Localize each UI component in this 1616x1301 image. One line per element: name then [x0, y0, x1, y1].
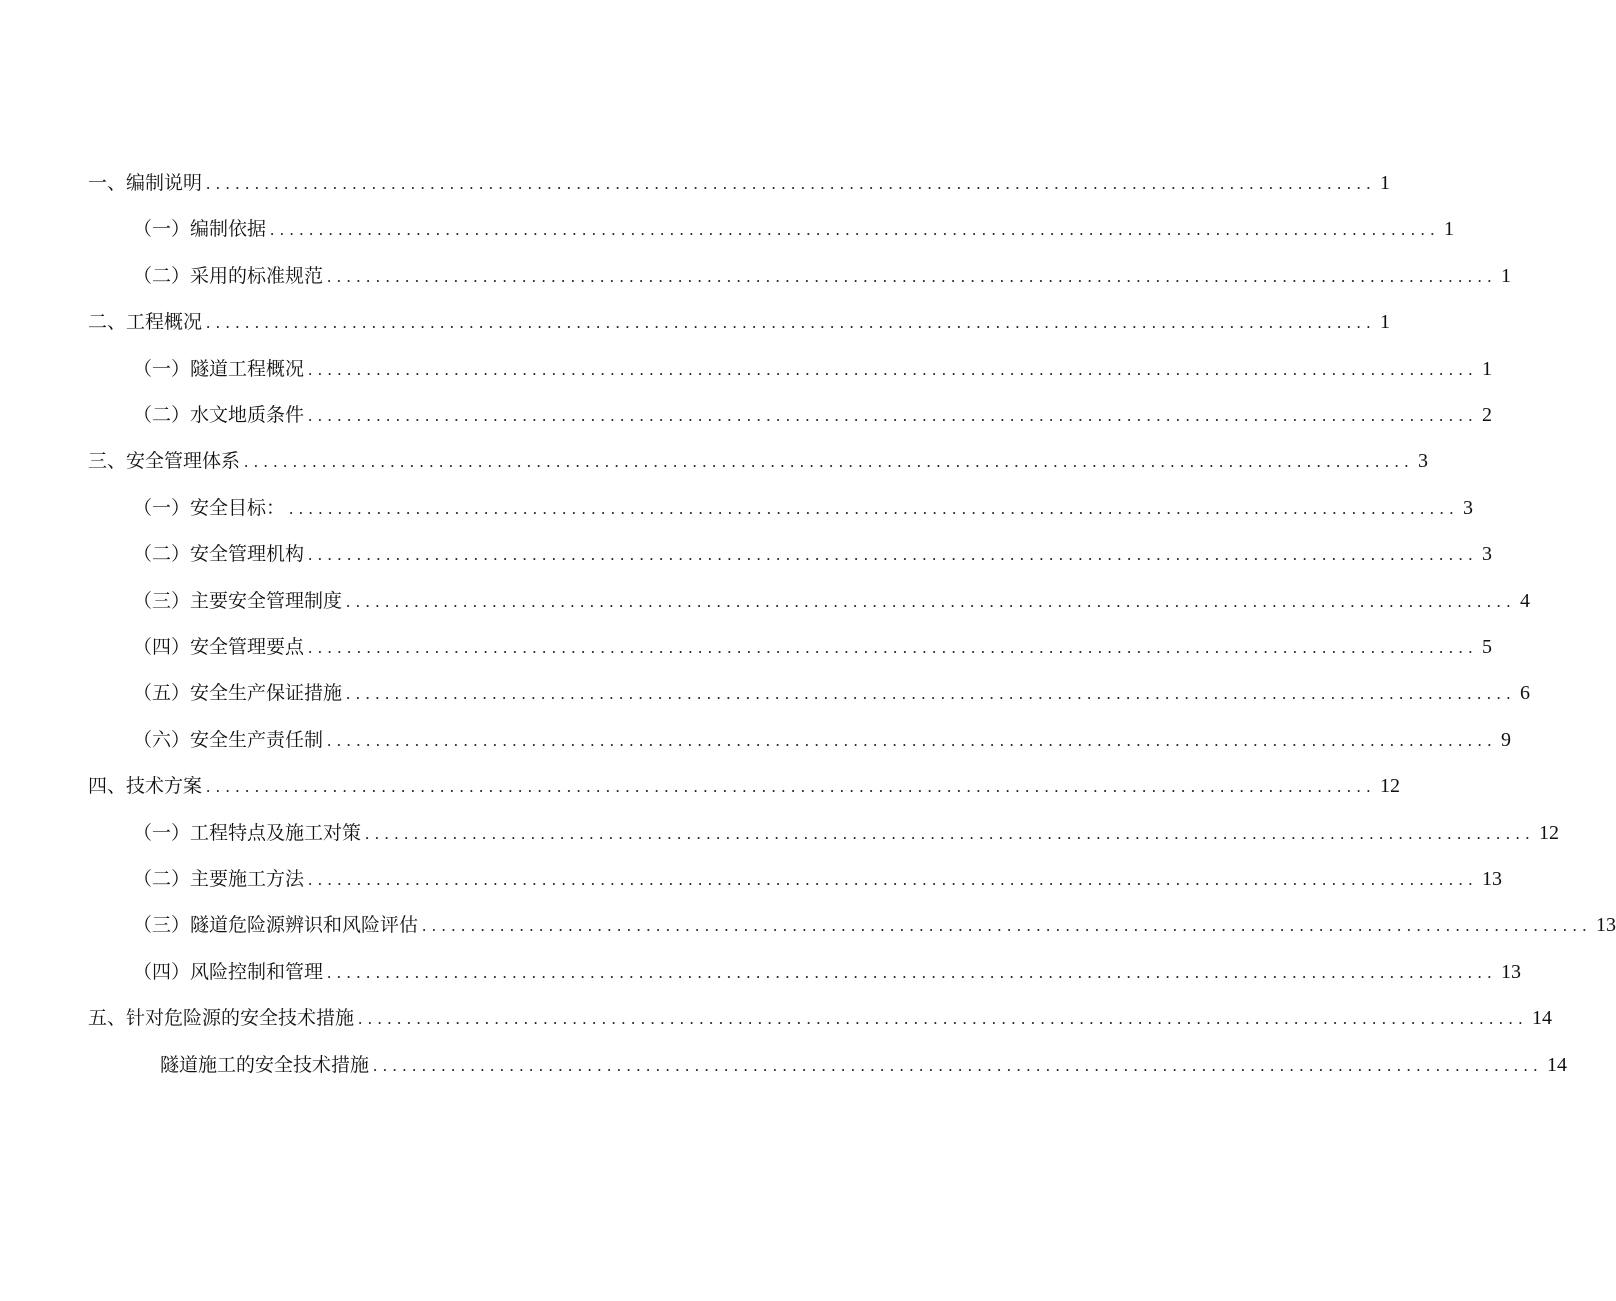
- toc-leader-dots: ........................................................................................................................: [365, 823, 1536, 843]
- toc-entry-title: （一）隧道工程概况: [133, 357, 305, 380]
- toc-leader-dots: ........................................................................................................................: [206, 174, 1377, 193]
- toc-entry[interactable]: [133, 864, 1503, 894]
- toc-entry-title: 三、安全管理体系: [88, 450, 241, 473]
- toc-entry[interactable]: [133, 214, 1455, 244]
- toc-entry-title: （三）隧道危险源辨识和风险评估: [133, 914, 419, 937]
- toc-entry[interactable]: [133, 261, 1512, 291]
- toc-entry-title: （二）主要施工方法: [133, 868, 305, 890]
- toc-entry[interactable]: [133, 539, 1493, 569]
- toc-entry-page: 13: [1482, 868, 1503, 890]
- toc-entry-title: （二）安全管理机构: [133, 543, 305, 566]
- toc-entry-page: 3: [1418, 450, 1429, 473]
- toc-entry[interactable]: [88, 307, 1391, 337]
- toc-entry[interactable]: [133, 725, 1512, 755]
- toc-entry-title: （二）采用的标准规范: [133, 264, 324, 287]
- toc-leader-dots: ........................................................................................................................: [327, 730, 1498, 750]
- toc-entry-title: （一）编制依据: [133, 218, 267, 241]
- toc-entry-title: 隧道施工的安全技术措施: [160, 1053, 370, 1076]
- toc-entry-title: （三）主要安全管理制度: [133, 589, 343, 612]
- toc-leader-dots: ........................................................................................................................: [327, 962, 1498, 982]
- toc-entry-page: 13: [1501, 960, 1522, 983]
- toc-leader-dots: ........................................................................................................................: [206, 313, 1377, 333]
- toc-entry[interactable]: [133, 632, 1493, 662]
- toc-entry[interactable]: [88, 446, 1429, 476]
- toc-entry-page: 6: [1520, 682, 1531, 705]
- toc-entry[interactable]: [133, 493, 1474, 523]
- toc-entry[interactable]: [133, 400, 1493, 430]
- toc-entry-title: （五）安全生产保证措施: [133, 682, 343, 705]
- toc-entry-title: （六）安全生产责任制: [133, 728, 324, 751]
- toc-leader-dots: ........................................................................................................................: [308, 359, 1479, 379]
- toc-leader-dots: ........................................................................................................................: [308, 638, 1479, 657]
- toc-leader-dots: ........................................................................................................................: [308, 870, 1479, 889]
- toc-entry-page: 4: [1520, 589, 1531, 612]
- toc-entry[interactable]: [133, 957, 1522, 987]
- toc-leader-dots: ........................................................................................................................: [346, 591, 1517, 611]
- toc-entry-title: （一）安全目标：: [133, 496, 286, 519]
- toc-leader-dots: ........................................................................................................................: [270, 220, 1441, 240]
- toc-entry-title: （四）风险控制和管理: [133, 960, 324, 983]
- toc-entry[interactable]: [160, 1050, 1568, 1080]
- toc-entry-title: 二、工程概况: [88, 311, 203, 334]
- toc-entry-title: 五、针对危险源的安全技术措施: [88, 1007, 355, 1030]
- toc-leader-dots: ........................................................................................................................: [289, 498, 1460, 518]
- toc-entry-title: 四、技术方案: [88, 775, 203, 798]
- toc-leader-dots: ........................................................................................................................: [358, 1009, 1529, 1029]
- toc-leader-dots: ........................................................................................................................: [346, 684, 1517, 704]
- toc-leader-dots: ........................................................................................................................: [308, 545, 1479, 565]
- toc-entry[interactable]: [88, 771, 1401, 801]
- toc-entry-page: 1: [1482, 357, 1493, 380]
- toc-entry-page: 14: [1547, 1053, 1568, 1076]
- toc-leader-dots: ........................................................................................................................: [308, 406, 1479, 425]
- toc-entry-page: 14: [1532, 1007, 1553, 1030]
- toc-leader-dots: ........................................................................................................................: [206, 777, 1377, 797]
- toc-entry-page: 5: [1482, 636, 1493, 658]
- toc-entry-page: 1: [1380, 311, 1391, 334]
- toc-entry-page: 12: [1380, 775, 1401, 798]
- toc-entry-title: （二）水文地质条件: [133, 404, 305, 426]
- toc-entry-title: 一、编制说明: [88, 172, 203, 194]
- toc-leader-dots: ........................................................................................................................: [422, 916, 1593, 936]
- toc-entry-page: 3: [1482, 543, 1493, 566]
- toc-entry[interactable]: [133, 354, 1493, 384]
- toc-entry-title: （四）安全管理要点: [133, 636, 305, 658]
- toc-entry-page: 2: [1482, 404, 1493, 426]
- toc-entry-page: 3: [1463, 496, 1474, 519]
- toc-entry[interactable]: [133, 818, 1560, 848]
- toc-entry[interactable]: [133, 910, 1616, 940]
- toc-leader-dots: ........................................................................................................................: [244, 452, 1415, 472]
- toc-entry-page: 9: [1501, 728, 1512, 751]
- toc-entry[interactable]: [88, 1003, 1553, 1033]
- toc-entry[interactable]: [88, 168, 1391, 198]
- toc-entry-title: （一）工程特点及施工对策: [133, 821, 362, 844]
- toc-entry-page: 1: [1501, 264, 1512, 287]
- toc-entry-page: 1: [1444, 218, 1455, 241]
- toc-entry[interactable]: [133, 678, 1531, 708]
- toc-entry-page: 12: [1539, 821, 1560, 844]
- toc-entry-page: 1: [1380, 172, 1391, 194]
- toc-leader-dots: ........................................................................................................................: [327, 266, 1498, 286]
- toc-entry[interactable]: [133, 586, 1531, 616]
- toc-leader-dots: ........................................................................................................................: [373, 1055, 1544, 1075]
- toc-entry-page: 13: [1596, 914, 1616, 937]
